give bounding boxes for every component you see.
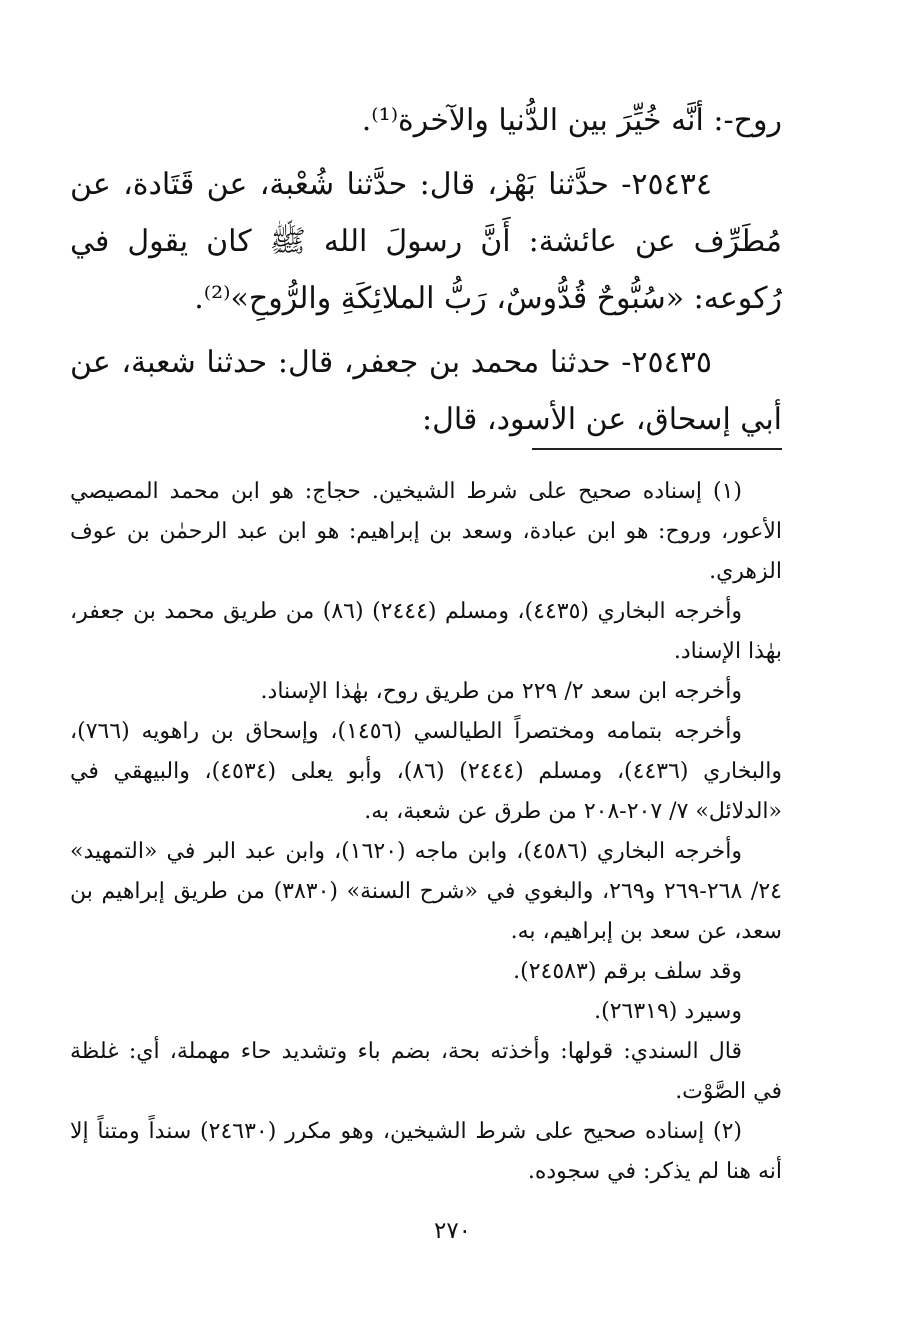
footnotes (70, 472, 782, 1192)
footnote-1-tayalisi: وأخرجه بتمامه ومختصراً الطيالسي (١٤٥٦)، وإسحاق بن راهويه (٧٦٦)، والبخاري (٤٤٣٦)، ومسلم (٢٤٤٤) (٨٦)، وأبو يعلى (٤٥٣٤)، والبيهقي في «الدلائل» ٧/ ٢٠٧-٢٠٨ من طرق عن شعبة، به. (70, 719, 782, 824)
hadith-25435: ٢٥٤٣٥- حدثنا محمد بن جعفر، قال: حدثنا شعبة، عن أبي إسحاق، عن الأسود، قال: (70, 345, 782, 437)
footnote-2: (٢) إسناده صحيح على شرط الشيخين، وهو مكرر (٢٤٦٣٠) سنداً ومتناً إلا أنه هنا لم يذكر: في سجوده. (70, 1119, 782, 1184)
footnote-1-sayarid: وسيرد (٢٦٣١٩). (594, 999, 742, 1024)
footnote-1-bukhari-ibn-majah: وأخرجه البخاري (٤٥٨٦)، وابن ماجه (١٦٢٠)، وابن عبد البر في «التمهيد» ٢٤/ ٢٦٨-٢٦٩ و٢٦٩، والبغوي في «شرح السنة» (٣٨٣٠) من طريق إبراهيم بن سعد، عن سعد بن إبراهيم، به. (70, 839, 782, 944)
footnote-1-bukhari-muslim: وأخرجه البخاري (٤٤٣٥)، ومسلم (٢٤٤٤) (٨٦) من طريق محمد بن جعفر، بهٰذا الإسناد. (70, 599, 782, 664)
intro-line: روح-: أنَّه خُيِّرَ بين الدُّنيا والآخرة⁽¹⁾. (361, 103, 782, 138)
footnote-1-ibn-saad: وأخرجه ابن سعد ٢/ ٢٢٩ من طريق روح، بهٰذا الإسناد. (260, 679, 742, 704)
main-text (70, 92, 782, 448)
footnote-1: (١) إسناده صحيح على شرط الشيخين. حجاج: هو ابن محمد المصيصي الأعور، وروح: هو ابن عبادة، وسعد بن إبراهيم: هو ابن عبد الرحمٰن بن عوف الزهري. (70, 479, 782, 584)
footnote-separator (532, 448, 782, 450)
page-number: ٢٧٠ (433, 1218, 472, 1244)
footnote-1-sindi: قال السندي: قولها: وأخذته بحة، بضم باء وتشديد حاء مهملة، أي: غلظة في الصَّوْت. (70, 1039, 782, 1104)
hadith-25434: ٢٥٤٣٤- حدَّثنا بَهْز، قال: حدَّثنا شُعْبة، عن قَتَادة، عن مُطَرِّف عن عائشة: أَنَّ رسولَ الله ﷺ كان يقول في رُكوعه: «سُبُّوحٌ قُدُّوسٌ، رَبُّ الملائِكَةِ والرُّوحِ»⁽²⁾. (70, 167, 782, 316)
footnote-1-salafa: وقد سلف برقم (٢٤٥٨٣). (513, 959, 742, 984)
page-body (70, 92, 782, 1184)
footnote-separator-wrap (532, 448, 782, 450)
